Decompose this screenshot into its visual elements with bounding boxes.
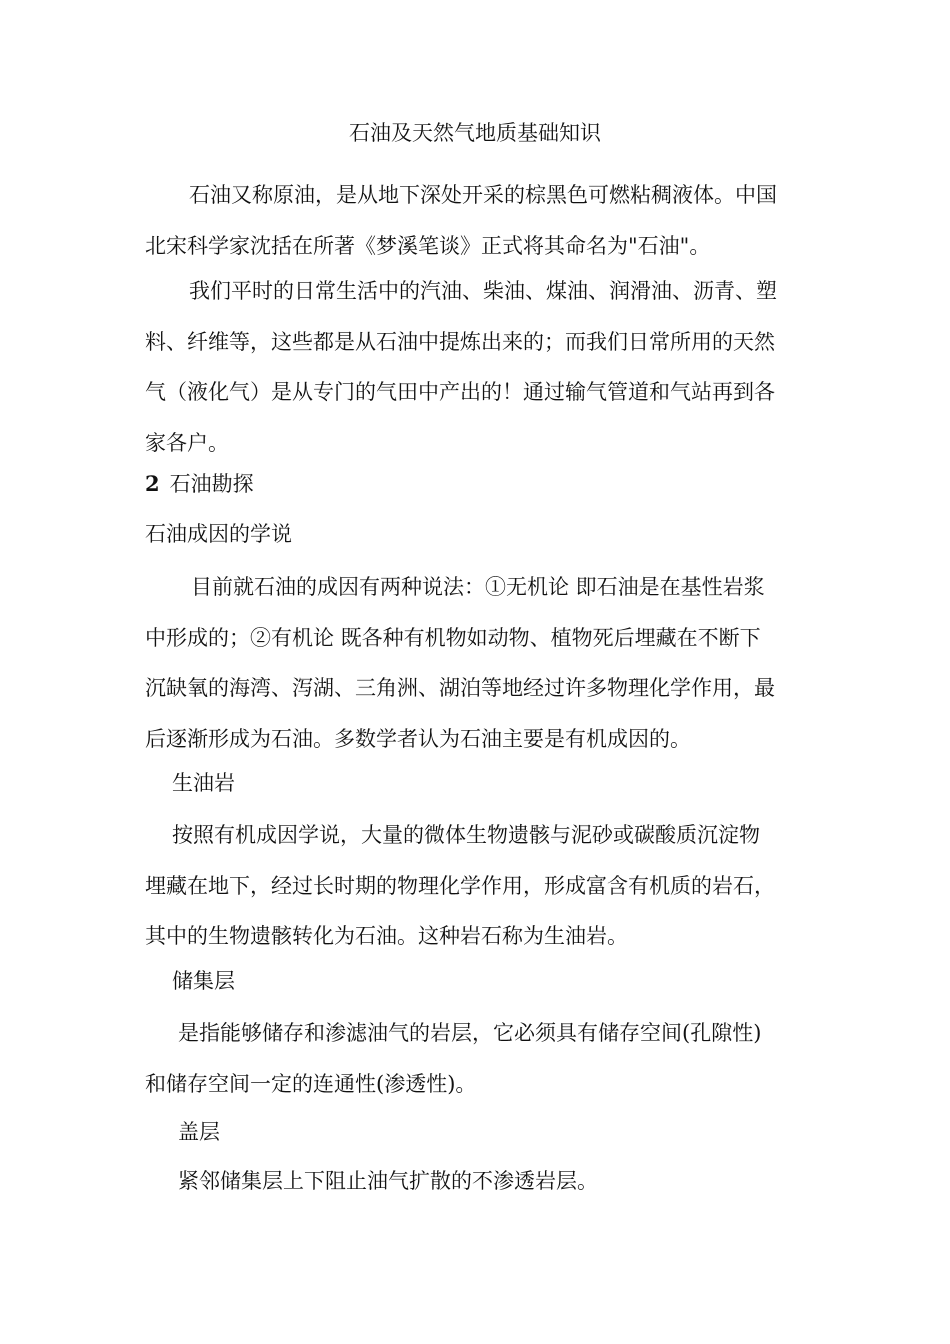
source-rock-line-2: 埋藏在地下，经过长时期的物理化学作用，形成富含有机质的岩石， xyxy=(145,873,775,898)
source-rock-line-3: 其中的生物遗骸转化为石油。这种岩石称为生油岩。 xyxy=(145,924,628,948)
reservoir-heading: 储集层 xyxy=(172,969,235,993)
origin-line-4: 后逐渐形成为石油。多数学者认为石油主要是有机成因的。 xyxy=(145,726,691,751)
section-2-heading xyxy=(145,469,254,499)
intro-paragraph xyxy=(145,170,810,271)
caprock-text: 紧邻储集层上下阻止油气扩散的不渗透岩层。 xyxy=(178,1169,598,1193)
reservoir-line-2: 和储存空间一定的连通性(渗透性)。 xyxy=(145,1071,477,1096)
source-rock-heading: 生油岩 xyxy=(172,771,235,795)
source-rock-paragraph xyxy=(145,810,810,962)
uses-line-3: 气（液化气）是从专门的气田中产出的！通过输气管道和气站再到各 xyxy=(145,380,775,404)
origin-paragraph xyxy=(145,562,810,764)
reservoir-line-1: 是指能够储存和渗滤油气的岩层，它必须具有储存空间(孔隙性) xyxy=(178,1021,762,1045)
section-number: 2 xyxy=(145,471,160,496)
uses-line-2: 料、纤维等，这些都是从石油中提炼出来的；而我们日常所用的天然 xyxy=(145,329,775,354)
caprock-heading: 盖层 xyxy=(178,1120,220,1144)
reservoir-paragraph xyxy=(145,1008,810,1109)
intro-line-2: 北宋科学家沈括在所著《梦溪笔谈》正式将其命名为"石油"。 xyxy=(145,233,711,258)
uses-line-4: 家各户。 xyxy=(145,430,229,455)
origin-line-3: 沉缺氧的海湾、泻湖、三角洲、湖泊等地经过许多物理化学作用，最 xyxy=(145,676,775,700)
origin-line-1: 目前就石油的成因有两种说法：①无机论 即石油是在基性岩浆 xyxy=(191,575,765,599)
section-title: 石油勘探 xyxy=(169,472,254,496)
uses-paragraph xyxy=(145,266,810,468)
intro-line-1: 石油又称原油，是从地下深处开采的棕黑色可燃粘稠液体。中国 xyxy=(189,183,777,207)
source-rock-line-1: 按照有机成因学说，大量的微体生物遗骸与泥砂或碳酸质沉淀物 xyxy=(172,823,760,847)
uses-line-1: 我们平时的日常生活中的汽油、柴油、煤油、润滑油、沥青、塑 xyxy=(189,279,777,303)
document-title: 石油及天然气地质基础知识 xyxy=(349,121,601,145)
origin-line-2: 中形成的；②有机论 既各种有机物如动物、植物死后埋藏在不断下 xyxy=(145,625,761,650)
origin-heading: 石油成因的学说 xyxy=(145,522,292,546)
